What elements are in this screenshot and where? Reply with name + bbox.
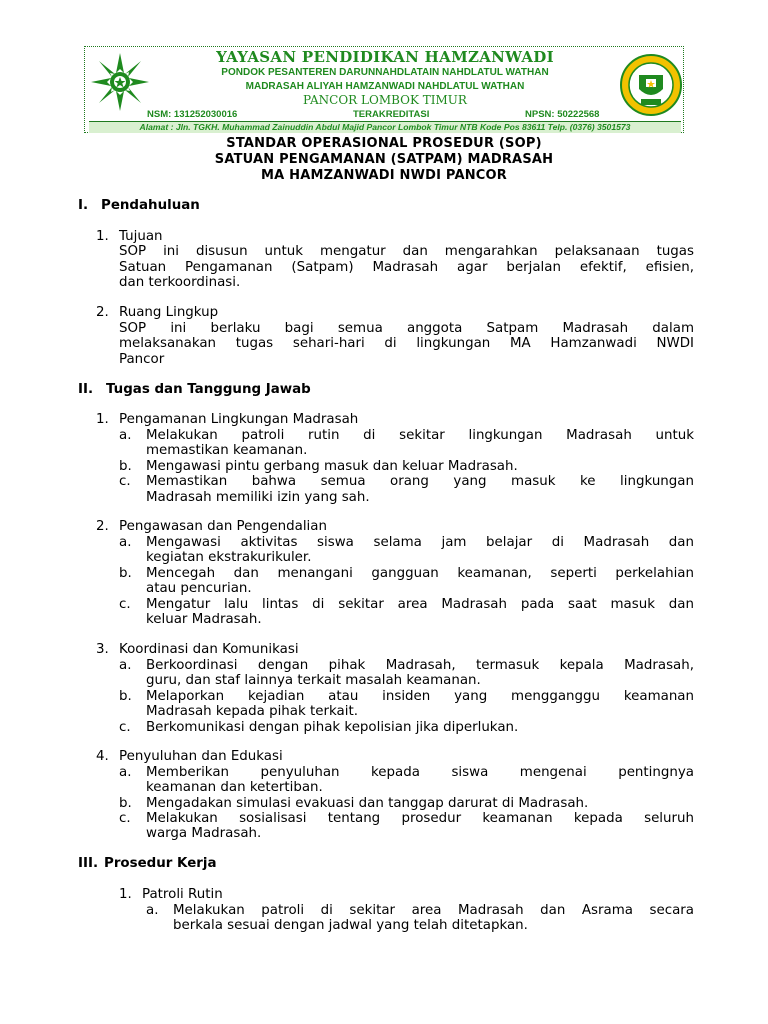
duty-2-c: keluar Madrasah.	[146, 612, 262, 627]
item-1-number: 1.	[96, 229, 109, 244]
duty-4-c: Melakukan sosialisasi tentang prosedur keamanan kepada seluruh	[146, 811, 694, 826]
school-address: Alamat : Jln. TGKH. Muhammad Zainuddin Abdul Majid Pancor Lombok Timur NTB Kode Pos 83611 Telp. (0376) 3501573	[89, 121, 681, 133]
section-3-number: III.	[78, 856, 99, 871]
school-ids	[85, 109, 685, 121]
duty-2-c: Mengatur lalu lintas di sekitar area Madrasah pada saat masuk dan	[146, 597, 694, 612]
list-marker: a.	[119, 428, 132, 443]
list-marker: a.	[119, 765, 132, 780]
list-marker: a.	[119, 535, 132, 550]
item-1-line: SOP ini disusun untuk mengatur dan mengarahkan pelaksanaan tugas	[119, 244, 694, 259]
list-marker: a.	[119, 658, 132, 673]
duty-4-a: Memberikan penyuluhan kepada siswa mengenai pentingnya	[146, 765, 694, 780]
list-marker: a.	[146, 903, 159, 918]
item-1-line: Satuan Pengamanan (Satpam) Madrasah agar berjalan efektif, efisien,	[119, 260, 694, 275]
sop-title: STANDAR OPERASIONAL PROSEDUR (SOP)	[226, 136, 542, 151]
duty-1-c: Memastikan bahwa semua orang yang masuk ke lingkungan	[146, 474, 694, 489]
item-2-title: Ruang Lingkup	[119, 305, 219, 320]
item-1-line: dan terkoordinasi.	[119, 275, 241, 290]
item-1-title: Tujuan	[119, 229, 163, 244]
duty-2-a: Mengawasi aktivitas siswa selama jam belajar di Madrasah dan	[146, 535, 694, 550]
list-marker: c.	[119, 720, 131, 735]
location-name: PANCOR LOMBOK TIMUR	[303, 93, 467, 107]
procedure-1-number: 1.	[119, 887, 132, 902]
list-marker: c.	[119, 811, 131, 826]
section-1-number: I.	[78, 198, 89, 213]
duty-4-b: Mengadakan simulasi evakuasi dan tanggap darurat di Madrasah.	[146, 796, 589, 811]
procedure-1-title: Patroli Rutin	[142, 887, 223, 902]
duty-3-a: Berkoordinasi dengan pihak Madrasah, termasuk kepala Madrasah,	[146, 658, 694, 673]
pesantren-name: PONDOK PESANTEREN DARUNNAHDLATAIN NAHDLATUL WATHAN	[221, 67, 549, 78]
list-marker: c.	[119, 597, 131, 612]
duty-1-title: Pengamanan Lingkungan Madrasah	[119, 412, 359, 427]
duty-1-a: memastikan keamanan.	[146, 443, 308, 458]
nsm-number: NSM: 131252030016	[147, 109, 238, 120]
section-1-heading: Pendahuluan	[101, 198, 200, 213]
sop-school: MA HAMZANWADI NWDI PANCOR	[261, 168, 507, 183]
item-2-line: Pancor	[119, 352, 165, 367]
madrasah-name: MADRASAH ALIYAH HAMZANWADI NAHDLATUL WATHAN	[245, 81, 525, 92]
duty-3-a: guru, dan staf lainnya terkait masalah keamanan.	[146, 673, 481, 688]
accreditation-status: TERAKREDITASI	[353, 109, 430, 120]
item-2-number: 2.	[96, 305, 109, 320]
duty-4-a: keamanan dan ketertiban.	[146, 780, 323, 795]
duty-2-a: kegiatan ekstrakurikuler.	[146, 550, 312, 565]
list-marker: b.	[119, 566, 132, 581]
duty-1-number: 1.	[96, 412, 109, 427]
duty-4-number: 4.	[96, 749, 109, 764]
duty-2-b: atau pencurian.	[146, 581, 252, 596]
duty-1-a: Melakukan patroli rutin di sekitar lingkungan Madrasah untuk	[146, 428, 694, 443]
duty-2-b: Mencegah dan menangani gangguan keamanan, seperti perkelahian	[146, 566, 694, 581]
duty-3-c: Berkomunikasi dengan pihak kepolisian jika diperlukan.	[146, 720, 519, 735]
section-3-heading: Prosedur Kerja	[104, 856, 217, 871]
section-2-heading: Tugas dan Tanggung Jawab	[106, 382, 311, 397]
procedure-1-a: Melakukan patroli di sekitar area Madrasah dan Asrama secara	[173, 903, 694, 918]
duty-2-number: 2.	[96, 519, 109, 534]
npsn-number: NPSN: 50222568	[525, 109, 600, 120]
item-2-line: SOP ini berlaku bagi semua anggota Satpam Madrasah dalam	[119, 321, 694, 336]
duty-3-b: Melaporkan kejadian atau insiden yang mengganggu keamanan	[146, 689, 694, 704]
list-marker: b.	[119, 459, 132, 474]
madrasah-crest-logo	[619, 53, 683, 117]
list-marker: b.	[119, 796, 132, 811]
duty-4-c: warga Madrasah.	[146, 826, 262, 841]
duty-1-b: Mengawasi pintu gerbang masuk dan keluar Madrasah.	[146, 459, 518, 474]
duty-4-title: Penyuluhan dan Edukasi	[119, 749, 283, 764]
duty-2-title: Pengawasan dan Pengendalian	[119, 519, 327, 534]
duty-1-c: Madrasah memiliki izin yang sah.	[146, 490, 370, 505]
list-marker: b.	[119, 689, 132, 704]
duty-3-title: Koordinasi dan Komunikasi	[119, 642, 299, 657]
duty-3-b: Madrasah kepada pihak terkait.	[146, 704, 358, 719]
duty-3-number: 3.	[96, 642, 109, 657]
item-2-line: melaksanakan tugas sehari-hari di lingkungan MA Hamzanwadi NWDI	[119, 336, 694, 351]
procedure-1-a: berkala sesuai dengan jadwal yang telah ditetapkan.	[173, 918, 528, 933]
section-2-number: II.	[78, 382, 94, 397]
list-marker: c.	[119, 474, 131, 489]
letterhead	[84, 46, 684, 133]
sop-subtitle: SATUAN PENGAMANAN (SATPAM) MADRASAH	[214, 152, 554, 167]
foundation-name: YAYASAN PENDIDIKAN HAMZANWADI	[216, 48, 554, 66]
